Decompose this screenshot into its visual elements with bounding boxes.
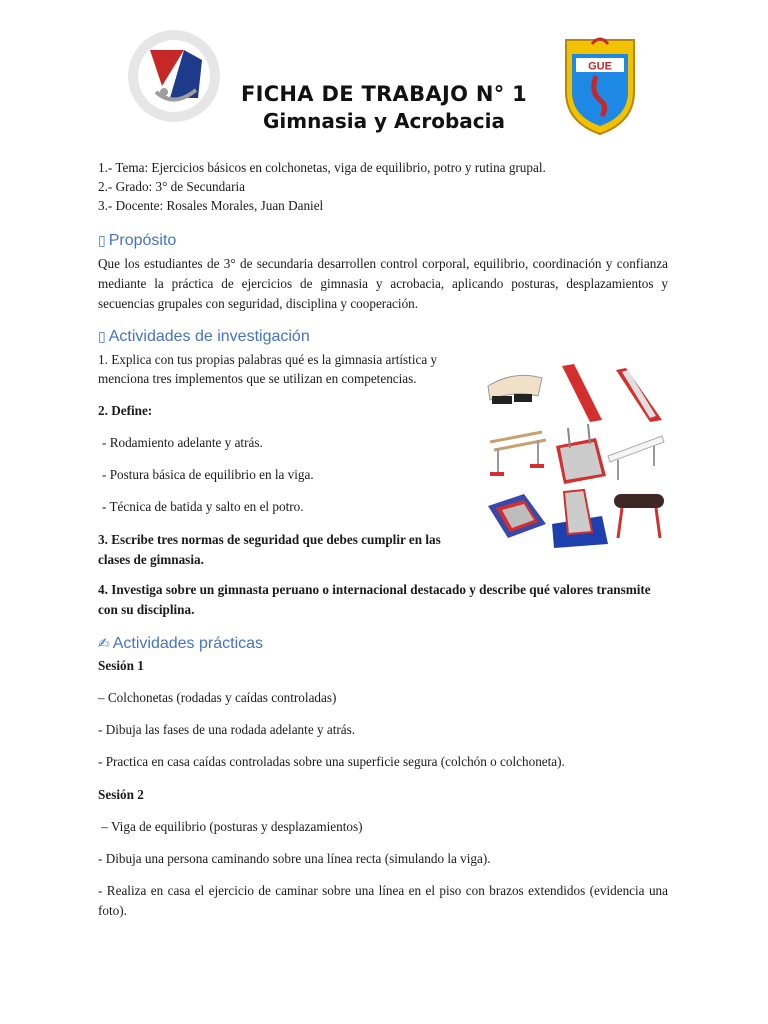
question-4: 4. Investiga sobre un gimnasta peruano o internacional destacado y describe qué valores transmite con su disciplina.: [98, 582, 651, 617]
page-title: FICHA DE TRABAJO N° 1: [240, 82, 528, 106]
session-2-item: - Realiza en casa el ejercicio de caminar sobre una línea en el piso con brazos extendidos (evidencia una foto).: [98, 883, 668, 918]
session-2-item: – Viga de equilibrio (posturas y desplazamientos): [98, 819, 363, 834]
session-1-title: Sesión 1: [98, 658, 144, 673]
question-1-line-1: 1. Explica con tus propias palabras qué es la gimnasia artística y: [98, 352, 438, 367]
placeholder-icon: ▯: [98, 233, 106, 249]
placeholder-icon: ▯: [98, 329, 106, 345]
info-topic: 1.- Tema: Ejercicios básicos en colchonetas, viga de equilibrio, potro y rutina grupal.: [98, 160, 546, 175]
writing-hand-icon: ✍: [98, 636, 110, 652]
info-teacher: 3.- Docente: Rosales Morales, Juan Daniel: [98, 198, 324, 213]
question-2-item: - Postura básica de equilibrio en la viga.: [102, 467, 314, 482]
session-2-title: Sesión 2: [98, 787, 144, 802]
school-shield-logo-icon: [562, 36, 638, 136]
question-3: 3. Escribe tres normas de seguridad que debes cumplir en las clases de gimnasia.: [98, 532, 441, 567]
question-1-line-2: menciona tres implementos que se utilizan en competencias.: [98, 371, 417, 386]
session-2-item: - Dibuja una persona caminando sobre una línea recta (simulando la viga).: [98, 851, 491, 866]
page-subtitle: Gimnasia y Acrobacia: [262, 109, 506, 133]
question-2: 2. Define:: [98, 403, 153, 418]
heading-proposito: ▯ Propósito: [98, 232, 177, 249]
session-1-item: – Colchonetas (rodadas y caídas controladas): [98, 690, 337, 705]
question-2-item: - Rodamiento adelante y atrás.: [102, 435, 263, 450]
proposito-body: Que los estudiantes de 3° de secundaria desarrollen control corporal, equilibrio, coordinación y confianza mediante la práctica de ejercicios de gimnasia y acrobacia, aplicando posturas, desplazamientos y secuencias grupales con seguridad, disciplina y cooperación.: [98, 256, 668, 311]
heading-practicas: ✍ Actividades prácticas: [98, 635, 264, 652]
question-2-item: - Técnica de batida y salto en el potro.: [102, 499, 304, 514]
gymnastics-equipment-image: [484, 356, 670, 550]
session-1-item: - Dibuja las fases de una rodada adelante y atrás.: [98, 722, 356, 737]
shield-logo-text: GUE: [588, 60, 612, 73]
session-1-item: - Practica en casa caídas controladas sobre una superficie segura (colchón o colchoneta).: [98, 754, 565, 769]
heading-investigacion: ▯ Actividades de investigación: [98, 328, 310, 345]
info-grade: 2.- Grado: 3° de Secundaria: [98, 179, 245, 194]
